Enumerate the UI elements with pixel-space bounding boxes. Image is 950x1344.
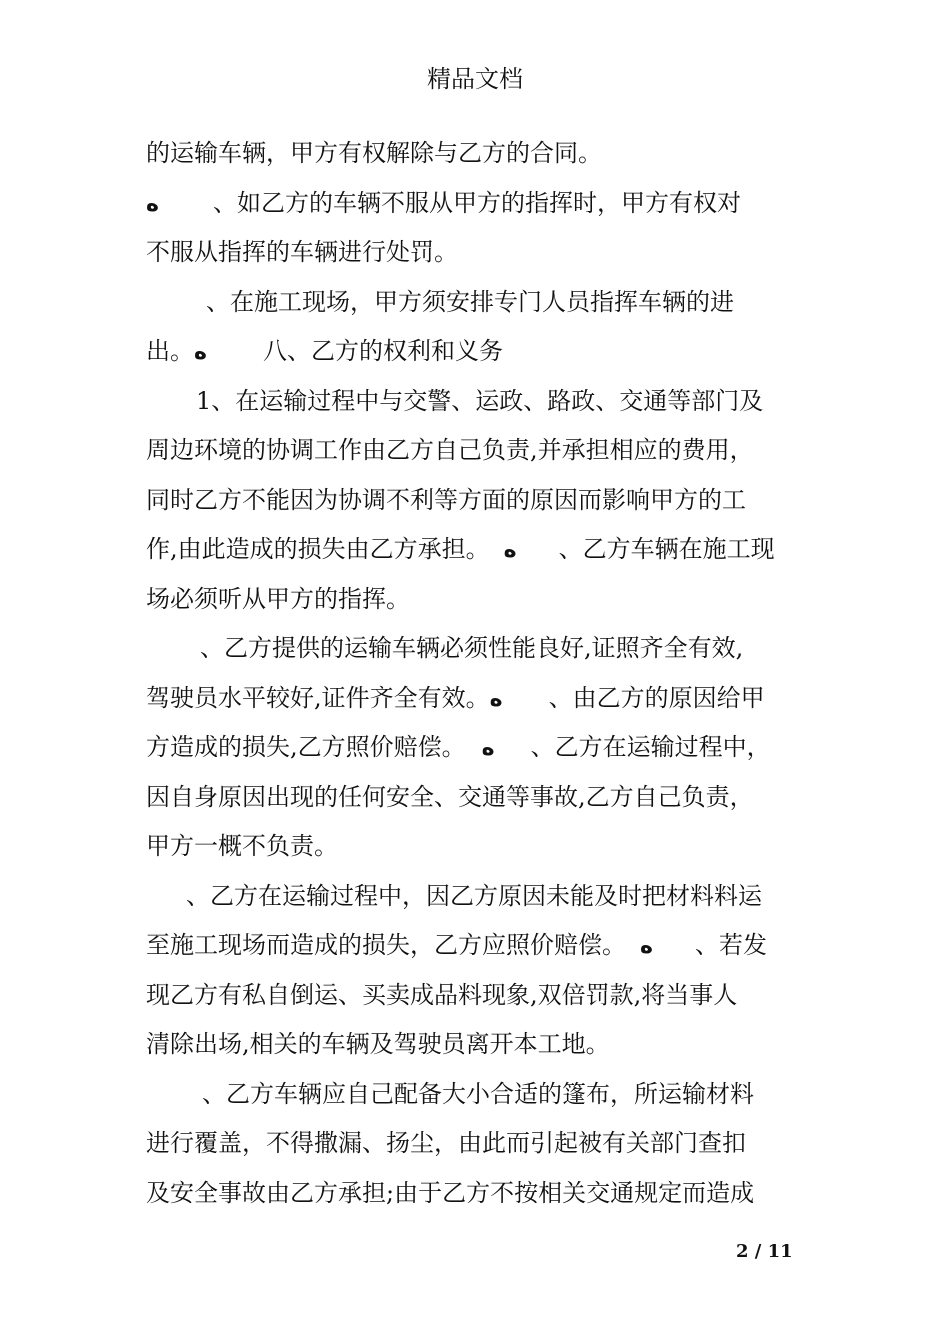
text-line bbox=[146, 723, 810, 773]
text-line bbox=[146, 1020, 810, 1070]
text-line bbox=[146, 129, 810, 179]
line-text: 及安全事故由乙方承担;由于乙方不按相关交通规定而造成 bbox=[146, 1178, 755, 1207]
text-line bbox=[146, 674, 810, 724]
tab-glyph: ﻩ bbox=[146, 191, 159, 217]
text-line bbox=[146, 773, 810, 823]
text-line bbox=[146, 624, 810, 674]
tab-glyph: ﻩ bbox=[503, 538, 517, 563]
line-text: 方造成的损失,乙方照价赔偿。 bbox=[146, 733, 466, 761]
line-text: 甲方一概不负责。 bbox=[146, 832, 338, 860]
line-text: 、如乙方的车辆不服从甲方的指挥时，甲方有权对 bbox=[213, 188, 741, 217]
line-text: 、乙方车辆在施工现 bbox=[558, 535, 775, 563]
text-line bbox=[146, 179, 810, 229]
line-text: 因自身原因出现的任何安全、交通等事故,乙方自己负责， bbox=[146, 782, 754, 811]
text-line bbox=[146, 872, 810, 922]
section-heading: 八、乙方的权利和义务 bbox=[263, 337, 503, 365]
line-text: 进行覆盖，不得撒漏、扬尘，由此而引起被有关部门查扣 bbox=[146, 1129, 746, 1157]
line-text: 、由乙方的原因给甲 bbox=[548, 683, 765, 712]
line-text: 清除出场,相关的车辆及驾驶员离开本工地。 bbox=[146, 1030, 610, 1058]
text-line bbox=[146, 1169, 810, 1219]
line-text: 、乙方在运输过程中， bbox=[530, 733, 771, 761]
line-text: 、若发 bbox=[695, 931, 767, 959]
text-line bbox=[146, 921, 810, 971]
line-text: 、乙方提供的运输车辆必须性能良好,证照齐全有效, bbox=[200, 634, 744, 662]
text-line bbox=[146, 228, 810, 278]
line-text: 作,由此造成的损失由乙方承担。 bbox=[146, 535, 490, 563]
text-line bbox=[146, 377, 810, 427]
document-body bbox=[146, 129, 810, 1218]
text-line bbox=[146, 327, 810, 377]
line-text: 不服从指挥的车辆进行处罚。 bbox=[146, 238, 458, 266]
line-text: 场必须听从甲方的指挥。 bbox=[146, 584, 410, 613]
line-text: 至施工现场而造成的损失，乙方应照价赔偿。 bbox=[146, 931, 626, 959]
text-line bbox=[146, 426, 810, 476]
tab-glyph: ﻩ bbox=[640, 934, 653, 959]
line-text: 、乙方车辆应自己配备大小合适的篷布，所运输材料 bbox=[202, 1079, 754, 1108]
line-text: 的运输车辆，甲方有权解除与乙方的合同。 bbox=[146, 139, 602, 167]
line-text: 周边环境的协调工作由乙方自己负责,并承担相应的费用， bbox=[146, 436, 754, 464]
line-text: 、乙方在运输过程中，因乙方原因未能及时把材料料运 bbox=[186, 881, 762, 910]
page-number: 2 / 11 bbox=[736, 1241, 793, 1262]
tab-glyph: ﻩ bbox=[481, 736, 495, 761]
line-text: 1、在运输过程中与交警、运政、路政、交通等部门及 bbox=[196, 386, 764, 415]
text-line bbox=[146, 525, 810, 575]
line-text: 现乙方有私自倒运、买卖成品料现象,双倍罚款,将当事人 bbox=[146, 980, 738, 1009]
text-line bbox=[146, 822, 810, 872]
line-text: 出。 bbox=[146, 337, 194, 365]
text-line bbox=[146, 476, 810, 526]
line-text: 同时乙方不能因为协调不利等方面的原因而影响甲方的工 bbox=[146, 485, 746, 514]
text-line bbox=[146, 575, 810, 625]
tab-glyph: ﻩ bbox=[489, 686, 503, 712]
text-line bbox=[146, 278, 810, 328]
tab-glyph: ﻩ bbox=[194, 340, 207, 365]
line-text: 、在施工现场，甲方须安排专门人员指挥车辆的进 bbox=[206, 287, 734, 316]
text-line bbox=[146, 971, 810, 1021]
page-header-title: 精品文档 bbox=[427, 65, 523, 93]
text-line bbox=[146, 1070, 810, 1120]
line-text: 驾驶员水平较好,证件齐全有效。 bbox=[146, 683, 490, 712]
text-line bbox=[146, 1119, 810, 1169]
